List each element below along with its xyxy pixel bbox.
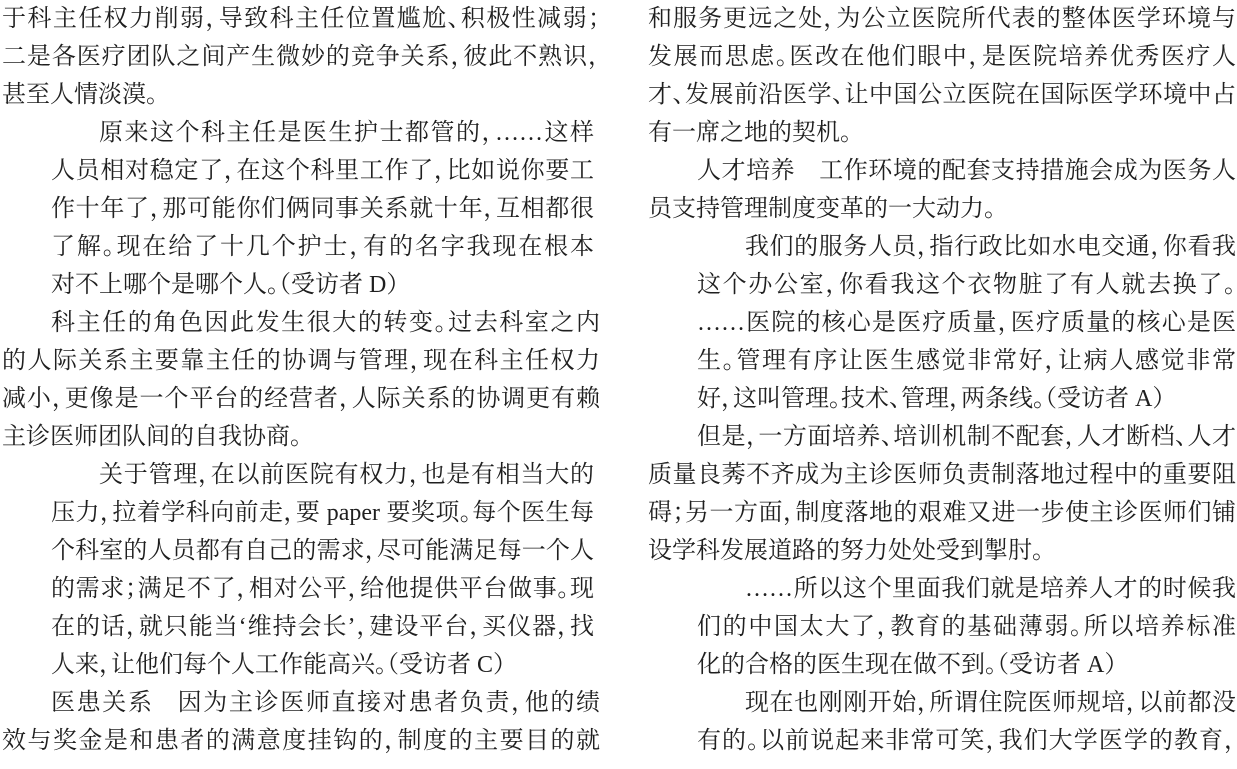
quote-text-line: 人来，让他们每个人工作能高兴。（受访者 C） (51, 652, 506, 678)
section-paragraph (2, 684, 600, 760)
quote-text-line: ……医院的核心是医疗质量，医疗质量的核心是医 (697, 310, 1236, 336)
quote-text-line: 们的中国太大了，教育的基础薄弱。所以培养标准 (697, 614, 1236, 640)
quote-text-line: 现在也刚刚开始，所谓住院医师规培，以前都没 (745, 690, 1236, 716)
body-text-line: 主诊医师团队间的自我协商。 (2, 424, 302, 450)
body-text-line: 发展而思虑。医改在他们眼中，是医院培养优秀医疗人 (648, 44, 1236, 70)
section-heading: 医患关系 (51, 689, 154, 716)
interview-quote (2, 456, 600, 684)
body-text-line: 才、发展前沿医学、让中国公立医院在国际医学环境中占 (648, 82, 1236, 108)
body-text-line: 科主任的角色因此发生很大的转变。过去科室之内 (51, 310, 600, 336)
quote-text-line: 人员相对稳定了，在这个科里工作了，比如说你要工 (51, 158, 594, 184)
section-paragraph-first-line (2, 684, 600, 722)
body-text-line: 和服务更远之处，为公立医院所代表的整体医学环境与 (648, 6, 1236, 32)
quote-text-line: 压力，拉着学科向前走，要 paper 要奖项。每个医生每 (51, 500, 594, 526)
section-heading: 人才培养 (697, 157, 796, 184)
quote-text-line: 这个办公室，你看我这个衣物脏了有人就去换了。 (697, 272, 1236, 298)
body-paragraph (648, 418, 1236, 570)
quote-text-line: 的需求；满足不了，相对公平，给他提供平台做事。现 (51, 576, 594, 602)
body-paragraph (2, 304, 600, 456)
body-text-line: 员支持管理制度变革的一大动力。 (648, 196, 996, 222)
body-text-line: 效与奖金是和患者的满意度挂钩的，制度的主要目的就 (2, 728, 600, 754)
body-text-line: 碍；另一方面，制度落地的艰难又进一步使主诊医师们铺 (648, 500, 1236, 526)
quote-text-line: 生。管理有序让医生感觉非常好，让病人感觉非常 (697, 348, 1236, 374)
quote-text-line: 了解。现在给了十几个护士，有的名字我现在根本 (51, 234, 594, 260)
interview-quote (648, 228, 1236, 418)
body-text-line: 于科主任权力削弱，导致科主任位置尴尬、积极性减弱； (2, 6, 600, 32)
body-text-line: 的人际关系主要靠主任的协调与管理，现在科主任权力 (2, 348, 600, 374)
quote-text-line: 我们的服务人员，指行政比如水电交通，你看我 (745, 234, 1236, 260)
interview-quote (2, 114, 600, 304)
left-text-column (2, 0, 600, 760)
body-text: 因为主诊医师直接对患者负责，他的绩 (177, 690, 600, 716)
quote-text-line: 化的合格的医生现在做不到。（受访者 A） (697, 652, 1117, 678)
body-text-line: 质量良莠不齐成为主诊医师负责制落地过程中的重要阻 (648, 462, 1236, 488)
interview-quote (648, 570, 1236, 684)
quote-text-line: 在的话，就只能当‘维持会长’，建设平台，买仪器，找 (51, 614, 594, 640)
body-text-line: 减小，更像是一个平台的经营者，人际关系的协调更有赖 (2, 386, 600, 412)
body-text-line: 但是，一方面培养、培训机制不配套，人才断档、人才 (697, 424, 1236, 450)
right-text-column (648, 0, 1236, 760)
quote-text-line: 作十年了，那可能你们俩同事关系就十年，互相都很 (51, 196, 594, 222)
quote-text-line: 原来这个科主任是医生护士都管的，……这样 (99, 120, 594, 146)
quote-text-line: 好，这叫管理。技术、管理，两条线。（受访者 A） (697, 386, 1165, 412)
section-paragraph (648, 152, 1236, 228)
body-text: 工作环境的配套支持措施会成为医务人 (819, 158, 1236, 184)
body-text-line: 有一席之地的契机。 (648, 120, 852, 146)
section-paragraph-first-line (648, 152, 1236, 190)
body-text-line: 甚至人情淡漠。 (2, 82, 158, 108)
quote-text-line: 关于管理，在以前医院有权力，也是有相当大的 (99, 462, 594, 488)
body-paragraph (2, 0, 600, 114)
quote-text-line: 个科室的人员都有自己的需求，尽可能满足每一个人 (51, 538, 594, 564)
body-text-line: 二是各医疗团队之间产生微妙的竞争关系，彼此不熟识， (2, 44, 600, 70)
body-paragraph (648, 0, 1236, 152)
quote-text-line: 有的。以前说起来非常可笑，我们大学医学的教育， (697, 728, 1236, 754)
quote-text-line: ……所以这个里面我们就是培养人才的时候我 (745, 576, 1236, 602)
interview-quote (648, 684, 1236, 760)
quote-text-line: 对不上哪个是哪个人。（受访者 D） (51, 272, 399, 298)
body-text-line: 设学科发展道路的努力处处受到掣肘。 (648, 538, 1044, 564)
